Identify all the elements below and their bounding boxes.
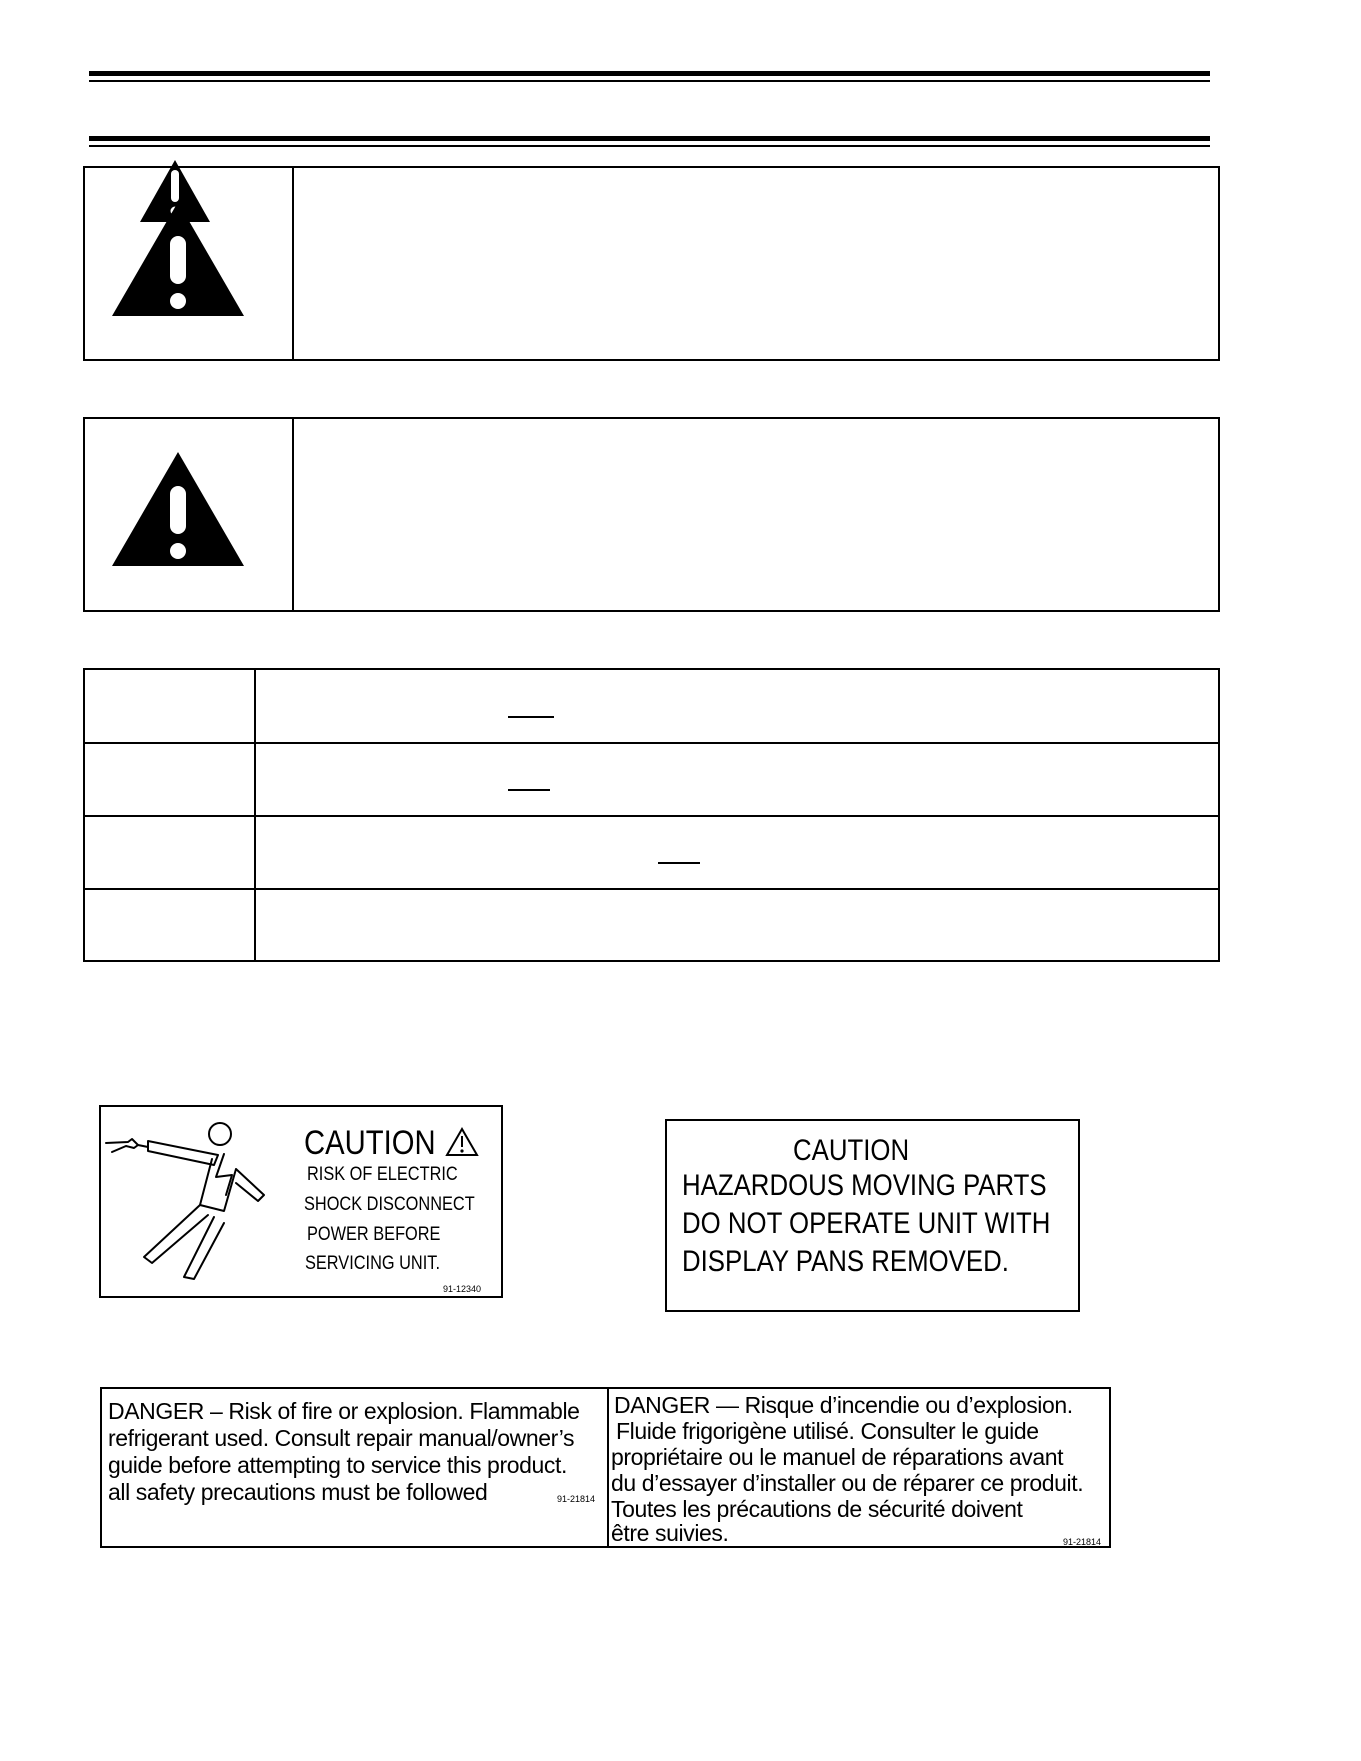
table-underline-mark	[508, 789, 550, 791]
danger-english-line: DANGER – Risk of fire or explosion. Flammable	[108, 1398, 580, 1424]
signal-word-table	[83, 668, 1220, 962]
caution-line: SERVICING UNIT.	[305, 1253, 440, 1274]
warning-box-2-divider	[292, 419, 294, 610]
danger-french-line: Toutes les précautions de sécurité doivent	[611, 1496, 1023, 1522]
header-rule-top-thin	[89, 80, 1210, 82]
caution-title: CAUTION	[304, 1124, 436, 1162]
header-rule-bottom-thin	[89, 145, 1210, 147]
header-rule-bottom	[89, 136, 1210, 141]
danger-french-line: du d’essayer d’installer ou de réparer ce produit.	[611, 1470, 1084, 1496]
caution-line: DISPLAY PANS REMOVED.	[682, 1245, 1009, 1278]
caution-line: RISK OF ELECTRIC	[307, 1164, 458, 1185]
danger-label-divider	[607, 1389, 609, 1546]
part-number: 91-21814	[557, 1494, 596, 1504]
header-rule-top	[89, 71, 1210, 76]
danger-flammable-label	[100, 1387, 1111, 1548]
warning-box-1-divider	[292, 168, 294, 359]
caution-title: CAUTION	[793, 1134, 910, 1167]
caution-electric-shock-label	[99, 1105, 503, 1298]
part-number: 91-21814	[1063, 1537, 1102, 1547]
warning-box-1	[83, 166, 1220, 361]
electric-shock-figure-icon	[104, 1117, 284, 1292]
caution-line: HAZARDOUS MOVING PARTS	[682, 1169, 1047, 1202]
caution-line: SHOCK DISCONNECT	[304, 1194, 475, 1215]
caution-moving-parts-label	[665, 1119, 1080, 1312]
table-row-divider	[85, 888, 1218, 890]
caution-triangle-icon	[445, 1127, 479, 1157]
danger-french-line: propriétaire ou le manuel de réparations avant	[611, 1444, 1064, 1470]
danger-english-line: refrigerant used. Consult repair manual/owner’s	[108, 1425, 575, 1451]
danger-french-line: Fluide frigorigène utilisé. Consulter le guide	[616, 1418, 1039, 1444]
table-underline-mark	[508, 716, 554, 718]
warning-box-2	[83, 417, 1220, 612]
danger-french-line: DANGER — Risque d’incendie ou d’explosion.	[614, 1392, 1073, 1418]
table-row-divider	[85, 815, 1218, 817]
part-number: 91-12340	[443, 1284, 482, 1294]
warning-triangle-icon	[110, 200, 246, 318]
danger-english-line: guide before attempting to service this product.	[108, 1452, 567, 1478]
danger-french-line: être suivies.	[611, 1520, 729, 1546]
warning-triangle-icon	[110, 450, 246, 568]
caution-line: POWER BEFORE	[307, 1224, 441, 1245]
caution-line: DO NOT OPERATE UNIT WITH	[682, 1207, 1051, 1240]
table-row-divider	[85, 742, 1218, 744]
table-underline-mark	[658, 862, 700, 864]
danger-english-line: all safety precautions must be followed	[108, 1479, 488, 1505]
